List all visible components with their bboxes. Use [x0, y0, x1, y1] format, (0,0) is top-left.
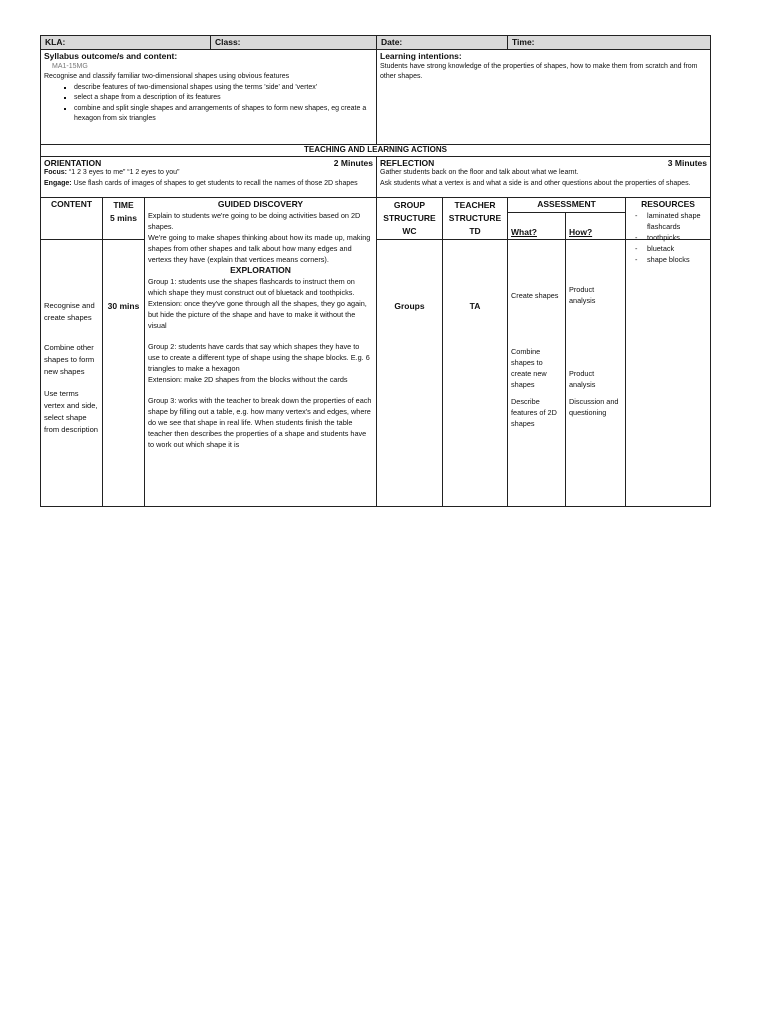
guided-p1: Explain to students we're going to be doing activities based on 2D shapes. [148, 210, 361, 231]
syllabus-intro: Recognise and classify familiar two-dimensional shapes using obvious features [44, 73, 290, 80]
content-1: Recognise and create shapes [44, 300, 95, 322]
orientation-reflection-table [40, 156, 711, 198]
what-2: Combine shapes to create new shapes [511, 346, 547, 389]
content-2: Combine other shapes to form new shapes [44, 342, 95, 376]
class-label: Class: [211, 36, 377, 50]
teacher-2: TA [443, 239, 508, 506]
how-3: Discussion and questioning [569, 396, 619, 417]
orientation-minutes: 2 Minutes [333, 157, 373, 168]
group1-p2: Extension: once they've gone through all the shapes, they go again, but hide the picture of the shape and have to make it without the visual [148, 298, 367, 330]
resources-col-header: RESOURCES [626, 197, 711, 239]
reflection-line-1: Gather students back on the floor and talk about what we learnt. [380, 169, 579, 176]
how-2: Product analysis [569, 368, 596, 389]
assessment-col-header: ASSESSMENT [508, 197, 626, 212]
group2-p2: Extension: make 2D shapes from the blocks without the cards [148, 374, 348, 384]
guided-col-header: GUIDED DISCOVERY [217, 198, 304, 209]
how-1: Product analysis [569, 284, 596, 305]
resource-item: - shape blocks [635, 254, 707, 265]
syllabus-code: MA1-15MG [52, 62, 88, 70]
engage-label: Engage: [44, 179, 72, 187]
teacher-col-header: TEACHER STRUCTURE [448, 199, 502, 223]
group2-p1: Group 2: students have cards that say which shapes they have to use to create a different type of shape using the shape blocks. E.g. 6 triangles to make a hexagon [148, 341, 370, 373]
reflection-title: REFLECTION [380, 157, 435, 168]
learning-intentions-text: Students have strong knowledge of the properties of shapes, how to make them from scratch and from other shapes. [380, 62, 698, 80]
guided-p2: We're going to make shapes thinking about how its made up, making shapes from other shapes and talk about how many edges and vertexs they have (explain that vertices means corners). [148, 232, 371, 264]
what-header: What? [511, 227, 537, 237]
time-col-header: TIME [113, 199, 134, 210]
time-2: 30 mins [103, 239, 145, 506]
resources-list [629, 210, 707, 265]
group3-p1: Group 3: works with the teacher to break down the properties of each shape by filling out a table, e.g. how many vertex's and edges, where do we see that shape in real life. When students finish the table teacher then describes the properties of a shape and students have to work out which shape it is [148, 395, 372, 449]
orientation-cell [41, 156, 377, 197]
group-2: Groups [377, 239, 443, 506]
syllabus-bullet: ▪ describe features of two-dimensional shapes using the terms 'side' and 'vertex' [74, 83, 373, 94]
syllabus-title: Syllabus outcome/s and content: [44, 51, 178, 61]
resource-item: - bluetack [635, 243, 707, 254]
teaching-actions-title: TEACHING AND LEARNING ACTIONS [41, 145, 711, 157]
time-label: Time: [508, 36, 711, 50]
learning-intentions-title: Learning intentions: [380, 51, 462, 61]
lesson-plan [40, 35, 710, 507]
focus-text: “1 2 3 eyes to me” “1 2 eyes to you” [66, 169, 180, 176]
content-col-header: CONTENT [41, 197, 103, 239]
kla-label: KLA: [41, 36, 211, 50]
syllabus-bullet: ▪ select a shape from a description of its features [74, 93, 373, 104]
activities-table [40, 197, 711, 507]
group-col-header: GROUP STRUCTURE [383, 199, 436, 223]
resource-item: - toothpicks [635, 232, 707, 243]
syllabus-bullets [44, 83, 373, 125]
what-1: Create shapes [511, 290, 559, 300]
content-3: Use terms vertex and side, select shape from description [44, 388, 99, 434]
syllabus-cell [41, 50, 377, 145]
header-table [40, 35, 711, 157]
resource-item: - laminated shape flashcards [635, 210, 707, 232]
focus-label: Focus: [44, 169, 67, 176]
time-1: 5 mins [110, 212, 137, 223]
how-header: How? [569, 227, 593, 237]
guided-discovery-cell [145, 197, 377, 506]
orientation-title: ORIENTATION [44, 157, 102, 168]
reflection-cell [377, 156, 711, 197]
date-label: Date: [377, 36, 508, 50]
reflection-line-2: Ask students what a vertex is and what a side is and other questions about the properties of shapes. [380, 179, 691, 187]
teacher-1: TD [469, 225, 481, 236]
learning-intentions-cell [377, 50, 711, 145]
group1-p1: Group 1: students use the shapes flashcards to instruct them on which shape they must construct out of bluetack and toothpicks. [148, 276, 355, 297]
syllabus-bullet: ▪ combine and split single shapes and arrangements of shapes to form new shapes, eg create a hexagon from six triangles [74, 104, 373, 125]
engage-text: Use flash cards of images of shapes to get students to recall the names of those 2D shapes [71, 179, 358, 187]
exploration-title: EXPLORATION [230, 264, 291, 275]
group-1: WC [402, 225, 417, 236]
what-3: Describe features of 2D shapes [511, 396, 557, 428]
reflection-minutes: 3 Minutes [667, 157, 707, 168]
